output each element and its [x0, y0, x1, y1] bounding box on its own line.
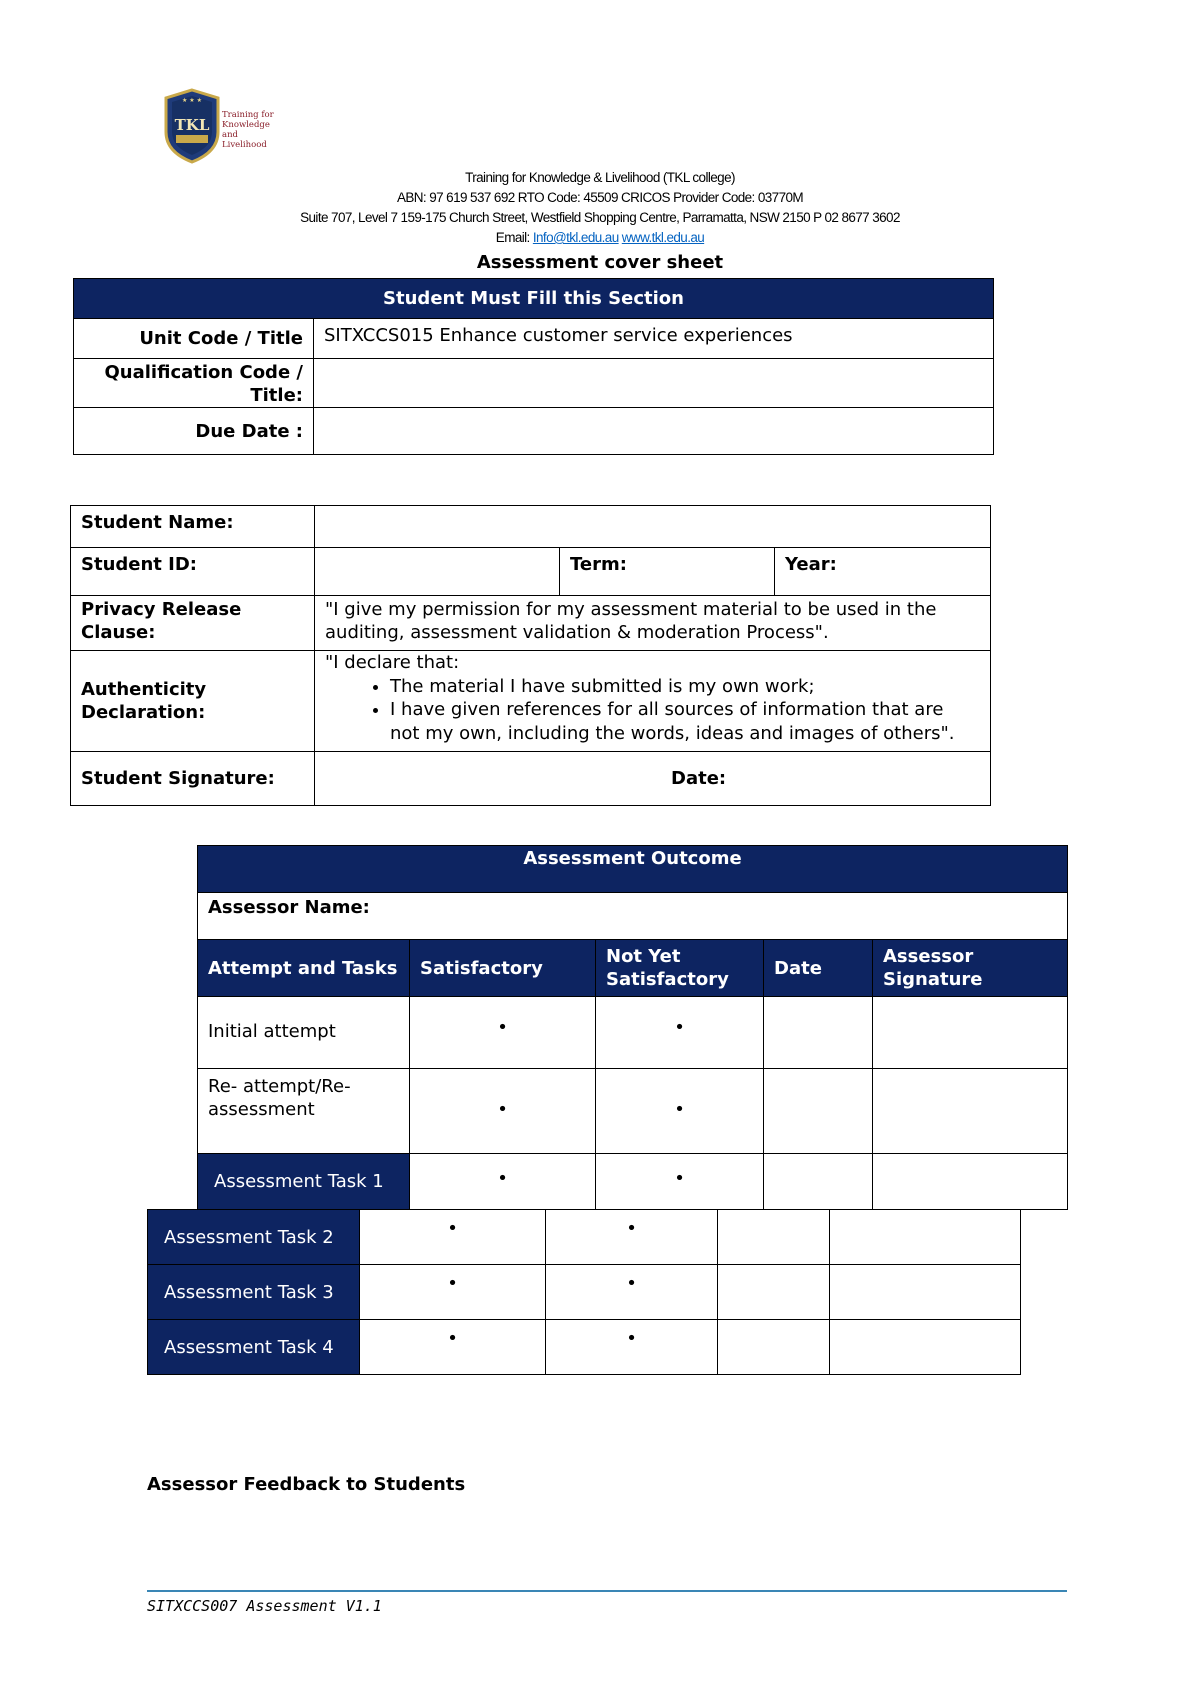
table-row [148, 1265, 1021, 1320]
logo-tagline-3: and Livelihood [222, 130, 267, 150]
signature-cell[interactable] [830, 1210, 1021, 1265]
col-satisfactory: Satisfactory [410, 940, 596, 997]
address-line: Suite 707, Level 7 159-175 Church Street, Westfield Shopping Centre, Parramatta, NSW 2150 P 02 8677 3602 [300, 210, 900, 225]
date-cell[interactable] [718, 1210, 830, 1265]
col-nys-line1: Not Yet [606, 946, 681, 967]
qualification-label [74, 359, 314, 408]
nys-checkbox[interactable]: • [546, 1265, 718, 1320]
col-sig-line1: Assessor [883, 946, 974, 967]
signature-cell[interactable] [830, 1265, 1021, 1320]
row-label-reattempt-line2: assessment [208, 1099, 315, 1120]
cover-table [73, 278, 994, 455]
list-item-line2: not my own, including the words, ideas and images of others". [390, 722, 955, 744]
authenticity-label-line2: Declaration: [81, 702, 206, 723]
privacy-text [315, 596, 991, 651]
authenticity-label [71, 651, 315, 752]
row-label-reattempt-line1: Re- attempt/Re- [208, 1076, 351, 1097]
table-row [148, 1210, 1021, 1265]
privacy-label [71, 596, 315, 651]
nys-checkbox[interactable]: • [596, 1154, 764, 1210]
privacy-label-line2: Clause: [81, 622, 156, 643]
privacy-text-line2: auditing, assessment validation & moderation Process". [325, 622, 829, 643]
date-cell[interactable] [764, 1154, 873, 1210]
student-id-label: Student ID: [71, 548, 315, 596]
assessor-name-field[interactable] [198, 893, 1068, 940]
row-label-task-1: Assessment Task 1 [198, 1154, 410, 1210]
year-field[interactable] [775, 548, 991, 596]
nys-checkbox[interactable]: • [596, 1069, 764, 1154]
row-label-task-2: Assessment Task 2 [148, 1210, 360, 1265]
term-label: Term: [570, 554, 627, 575]
due-date-label: Due Date : [74, 408, 314, 455]
page-title: Assessment cover sheet [476, 252, 724, 273]
student-table [70, 505, 991, 806]
assessor-name-label: Assessor Name: [208, 897, 370, 918]
feedback-heading: Assessor Feedback to Students [147, 1474, 466, 1495]
org-name: Training for Knowledge & Livelihood (TKL college) [465, 170, 735, 185]
satisfactory-checkbox[interactable]: • [410, 1154, 596, 1210]
col-nys-line2: Satisfactory [606, 969, 729, 990]
nys-checkbox[interactable]: • [546, 1210, 718, 1265]
authenticity-text [315, 651, 991, 752]
date-cell[interactable] [764, 997, 873, 1069]
unit-value[interactable]: SITXCCS015 Enhance customer service experiences [314, 319, 994, 359]
outcome-heading: Assessment Outcome [198, 846, 1068, 893]
outcome-table [197, 845, 1068, 1210]
date-cell[interactable] [718, 1265, 830, 1320]
satisfactory-checkbox[interactable]: • [410, 1069, 596, 1154]
row-label-reattempt [198, 1069, 410, 1154]
website-link[interactable]: www.tkl.edu.au [621, 230, 705, 245]
email-link[interactable]: Info@tkl.edu.au [532, 230, 619, 245]
due-date-field[interactable] [314, 408, 994, 455]
satisfactory-checkbox[interactable]: • [360, 1210, 546, 1265]
logo-tagline-1: Training for [222, 110, 274, 120]
email-label: Email: [495, 230, 533, 245]
student-name-field[interactable] [315, 506, 991, 548]
table-row [198, 1069, 1068, 1154]
authenticity-label-line1: Authenticity [81, 679, 207, 700]
student-name-label: Student Name: [71, 506, 315, 548]
row-label-initial: Initial attempt [198, 997, 410, 1069]
contact-line [0, 230, 1200, 245]
col-tasks: Attempt and Tasks [198, 940, 410, 997]
signature-cell[interactable] [873, 1069, 1068, 1154]
signature-label: Student Signature: [71, 752, 315, 806]
cover-heading: Student Must Fill this Section [74, 279, 994, 319]
nys-checkbox[interactable]: • [596, 997, 764, 1069]
qualification-label-line1: Qualification Code / [104, 362, 303, 383]
abn-line: ABN: 97 619 537 692 RTO Code: 45509 CRICOS Provider Code: 03770M [396, 190, 804, 205]
privacy-label-line1: Privacy Release [81, 599, 242, 620]
list-item-line1: I have given references for all sources of information that are [390, 699, 944, 720]
col-date: Date [764, 940, 873, 997]
date-cell[interactable] [718, 1320, 830, 1375]
signature-cell[interactable] [873, 997, 1068, 1069]
row-label-task-3: Assessment Task 3 [148, 1265, 360, 1320]
svg-text:★ ★ ★: ★ ★ ★ [182, 97, 202, 104]
date-cell[interactable] [764, 1069, 873, 1154]
year-label: Year: [785, 554, 837, 575]
date-field[interactable] [315, 752, 991, 806]
table-row [198, 997, 1068, 1069]
authenticity-intro: "I declare that: [325, 652, 460, 673]
table-row [148, 1320, 1021, 1375]
qualification-field[interactable] [314, 359, 994, 408]
col-assessor-signature [873, 940, 1068, 997]
privacy-text-line1: "I give my permission for my assessment material to be used in the [325, 599, 937, 620]
authenticity-list [325, 675, 980, 746]
date-label: Date: [671, 768, 727, 789]
logo-tagline-2: Knowledge [222, 120, 270, 130]
student-id-field[interactable] [315, 548, 560, 596]
signature-cell[interactable] [873, 1154, 1068, 1210]
qualification-label-line2: Title: [250, 385, 303, 406]
satisfactory-checkbox[interactable]: • [360, 1320, 546, 1375]
footer-text: SITXCCS007 Assessment V1.1 [147, 1597, 382, 1615]
footer-divider [147, 1590, 1067, 1592]
satisfactory-checkbox[interactable]: • [360, 1265, 546, 1320]
task-table [147, 1209, 1021, 1375]
unit-label: Unit Code / Title [74, 319, 314, 359]
col-not-yet-satisfactory [596, 940, 764, 997]
satisfactory-checkbox[interactable]: • [410, 997, 596, 1069]
row-label-task-4: Assessment Task 4 [148, 1320, 360, 1375]
signature-cell[interactable] [830, 1320, 1021, 1375]
list-item: • The material I have submitted is my own work; [390, 675, 980, 699]
shield-icon [162, 88, 222, 164]
list-item [390, 698, 980, 745]
table-row [198, 1154, 1068, 1210]
col-sig-line2: Signature [883, 969, 983, 990]
term-field[interactable] [560, 548, 775, 596]
nys-checkbox[interactable]: • [546, 1320, 718, 1375]
college-logo [162, 88, 282, 164]
svg-text:TKL: TKL [174, 116, 210, 134]
